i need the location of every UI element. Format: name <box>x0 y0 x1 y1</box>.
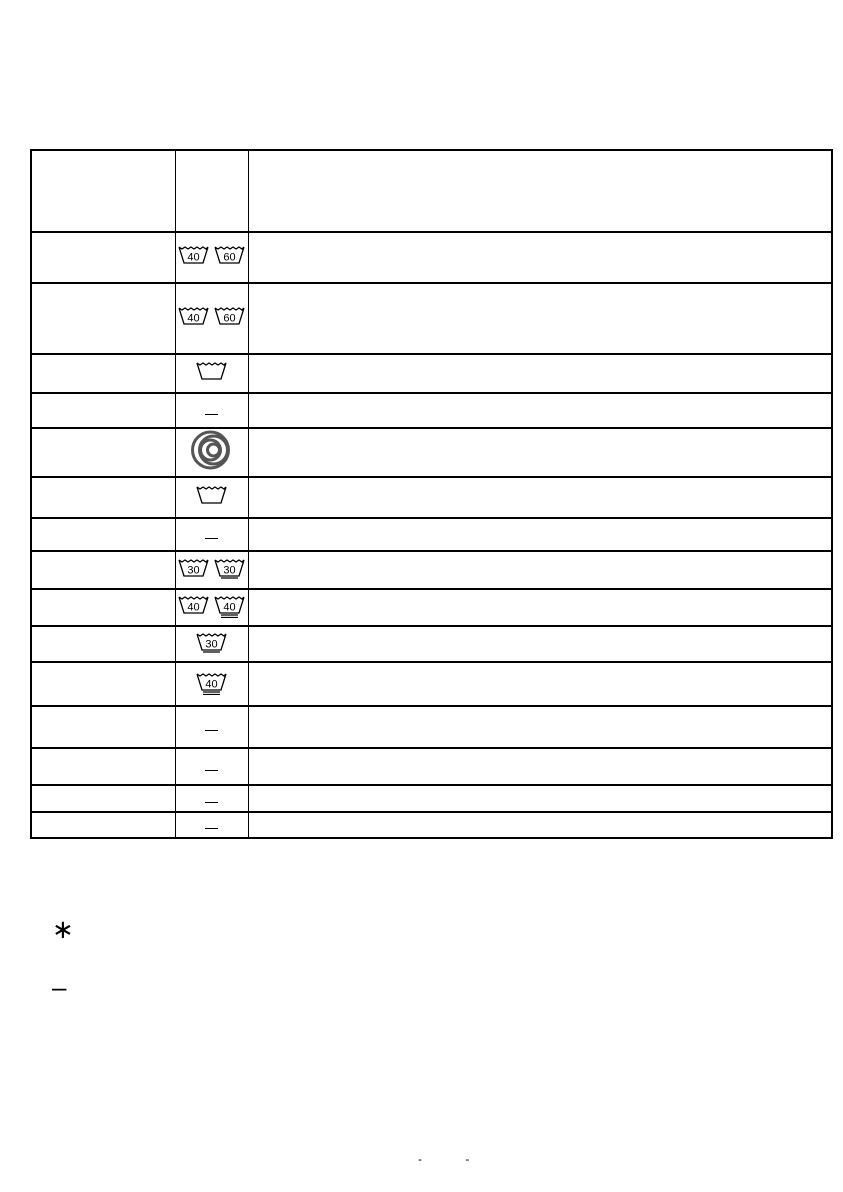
table-row <box>31 748 832 785</box>
not-applicable-dash-icon <box>205 828 218 829</box>
care-symbols <box>177 303 246 329</box>
description-cell <box>248 477 832 518</box>
care-symbol-cell <box>175 551 248 589</box>
program-name-cell <box>31 354 175 393</box>
program-name-cell <box>31 812 175 838</box>
table-row <box>31 393 832 428</box>
care-symbols <box>205 770 218 771</box>
description-cell <box>248 232 832 283</box>
not-applicable-dash-icon <box>205 802 218 803</box>
care-symbols <box>177 555 246 581</box>
care-symbol-cell <box>175 150 248 232</box>
program-table <box>30 149 833 839</box>
program-name-cell <box>31 748 175 785</box>
care-symbol-cell <box>175 589 248 626</box>
not-applicable-dash-icon <box>205 538 218 539</box>
program-name-cell <box>31 551 175 589</box>
wash-temperature-label: 40 <box>187 601 200 614</box>
page-number-marks: - - <box>418 1152 490 1166</box>
program-name-cell <box>31 706 175 748</box>
program-name-cell <box>31 662 175 706</box>
care-symbol-cell <box>175 626 248 662</box>
table-row <box>31 812 832 838</box>
care-symbols <box>177 592 246 618</box>
wash-temperature-label: 30 <box>187 564 200 576</box>
program-name-cell <box>31 626 175 662</box>
table-row <box>31 150 832 232</box>
care-symbols <box>205 828 218 829</box>
care-symbol-cell <box>175 393 248 428</box>
wash-40-icon <box>177 303 210 329</box>
care-symbol-cell <box>175 748 248 785</box>
description-cell <box>248 283 832 354</box>
description-cell <box>248 812 832 838</box>
care-symbols <box>205 802 218 803</box>
care-symbol-cell <box>175 785 248 812</box>
description-cell <box>248 662 832 706</box>
table-row <box>31 785 832 812</box>
wash-temperature-label: 30 <box>205 638 218 650</box>
handwash-tub-icon <box>195 482 228 508</box>
wash-40-icon <box>195 669 228 695</box>
program-name-cell <box>31 518 175 551</box>
care-symbol-cell <box>175 662 248 706</box>
care-symbol-cell <box>175 283 248 354</box>
care-symbols <box>195 358 228 384</box>
care-symbols <box>195 669 228 695</box>
description-cell <box>248 551 832 589</box>
care-symbols <box>195 629 228 655</box>
description-cell <box>248 748 832 785</box>
asterisk-footnote-symbol: ∗ <box>52 914 74 944</box>
handwash-tub-icon <box>195 358 228 384</box>
care-symbol-cell <box>175 428 248 477</box>
care-symbol-cell <box>175 518 248 551</box>
description-cell <box>248 518 832 551</box>
program-name-cell <box>31 785 175 812</box>
wash-temperature-label: 60 <box>223 251 236 264</box>
care-symbols <box>177 242 246 268</box>
description-cell <box>248 589 832 626</box>
care-symbol-cell <box>175 706 248 748</box>
care-symbols <box>205 414 218 415</box>
wash-40-icon <box>213 592 246 618</box>
table-row <box>31 354 832 393</box>
care-symbol-cell <box>175 812 248 838</box>
table-row <box>31 283 832 354</box>
dash-footnote-symbol: – <box>52 972 67 1002</box>
program-name-cell <box>31 428 175 477</box>
wash-30-icon <box>195 629 228 655</box>
table-row <box>31 477 832 518</box>
care-symbols <box>205 730 218 731</box>
description-cell <box>248 354 832 393</box>
wash-temperature-label: 40 <box>205 678 218 690</box>
table-row <box>31 428 832 477</box>
program-name-cell <box>31 589 175 626</box>
table-row <box>31 518 832 551</box>
wash-temperature-label: 40 <box>187 251 200 264</box>
wash-40-icon <box>177 242 210 268</box>
not-applicable-dash-icon <box>205 730 218 731</box>
description-cell <box>248 393 832 428</box>
wash-temperature-label: 40 <box>223 601 236 614</box>
program-table-body <box>31 150 832 838</box>
care-symbol-cell <box>175 232 248 283</box>
wash-30-icon <box>213 555 246 581</box>
table-row <box>31 232 832 283</box>
table-row <box>31 662 832 706</box>
wash-40-icon <box>177 592 210 618</box>
program-name-cell <box>31 477 175 518</box>
not-applicable-dash-icon <box>205 414 218 415</box>
care-symbols <box>190 429 234 471</box>
table-row <box>31 706 832 748</box>
program-name-cell <box>31 283 175 354</box>
table-row <box>31 551 832 589</box>
description-cell <box>248 785 832 812</box>
program-name-cell <box>31 150 175 232</box>
care-symbols <box>195 482 228 508</box>
wash-30-icon <box>177 555 210 581</box>
woolmark-icon <box>190 429 234 471</box>
care-symbols <box>205 538 218 539</box>
table-row <box>31 589 832 626</box>
program-name-cell <box>31 232 175 283</box>
description-cell <box>248 626 832 662</box>
description-cell <box>248 150 832 232</box>
program-name-cell <box>31 393 175 428</box>
not-applicable-dash-icon <box>205 770 218 771</box>
wash-60-icon <box>213 303 246 329</box>
wash-60-icon <box>213 242 246 268</box>
description-cell <box>248 706 832 748</box>
wash-temperature-label: 60 <box>223 312 236 325</box>
description-cell <box>248 428 832 477</box>
table-row <box>31 626 832 662</box>
wash-temperature-label: 30 <box>223 564 236 576</box>
care-symbol-cell <box>175 354 248 393</box>
care-symbol-cell <box>175 477 248 518</box>
wash-temperature-label: 40 <box>187 312 200 325</box>
